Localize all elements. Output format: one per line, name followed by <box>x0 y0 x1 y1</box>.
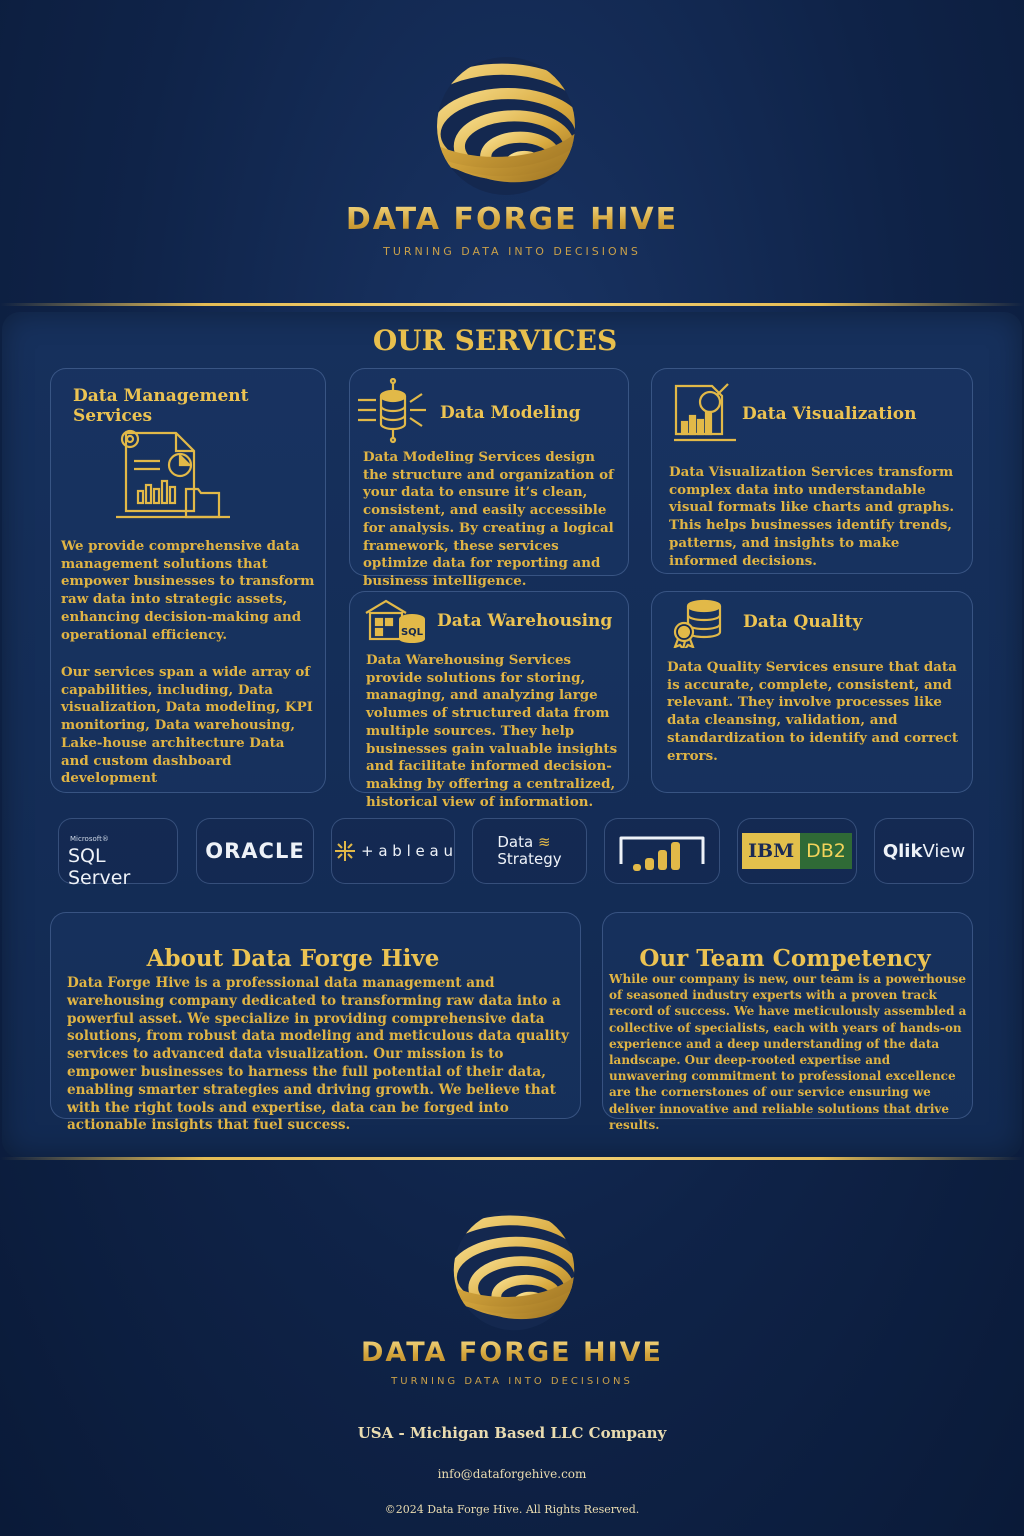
globe-logo-icon <box>435 55 577 197</box>
tableau-cross-icon <box>333 839 357 863</box>
gold-divider-top <box>0 303 1024 306</box>
power-bi-icon <box>615 828 709 874</box>
database-badge-icon <box>670 598 732 648</box>
footer-globe-logo-icon <box>452 1208 576 1332</box>
logo-power-bi <box>604 818 720 884</box>
logo-sql-server <box>58 818 178 889</box>
sql-server-microsoft-label: Microsoft® <box>70 835 109 843</box>
header <box>0 0 1024 300</box>
card-title-modeling: Data Modeling <box>440 403 581 423</box>
qlikview-label: View <box>922 840 966 862</box>
data-strategy-label-2: Strategy <box>497 850 562 868</box>
db2-label: DB2 <box>800 833 852 869</box>
footer-email-link[interactable]: info@dataforgehive.com <box>437 1467 587 1481</box>
data-strategy-label-1: Data <box>497 833 534 851</box>
card-title-visualization: Data Visualization <box>742 404 917 424</box>
ibm-label: IBM <box>742 833 800 869</box>
team-title: Our Team Competency <box>639 945 931 972</box>
chart-magnifier-icon <box>670 380 740 444</box>
logo-ibm-db2 <box>737 818 857 884</box>
card-text-management-2: Our services span a wide array of capabilities, including, Data visualization, Data modeling, KPI monitoring, Data warehousing, Lake-house architecture Data and custom dashboard development <box>61 664 313 787</box>
card-text-management-1: We provide comprehensive data management solutions that empower businesses to transform raw data into strategic assets, enhancing decision-making and operational efficiency. <box>61 538 315 643</box>
report-document-icon <box>112 423 232 523</box>
logo-oracle <box>196 818 314 884</box>
oracle-label: ORACLE <box>205 839 305 863</box>
tableau-label: + a b l e a u <box>361 842 453 860</box>
sql-server-label: SQL Server <box>68 845 131 889</box>
card-title-warehousing: Data Warehousing <box>437 611 613 631</box>
logo-qlikview <box>874 818 974 884</box>
about-text: Data Forge Hive is a professional data management and warehousing company dedicated to transforming raw data into a powerful asset. We specialize in providing comprehensive data solutions, from robust data modeling and meticulous data quality services to advanced data visualization. Our mission is to empower businesses to harness the full potential of their data, enabling smarter strategies and driving growth. We believe that with the right tools and expertise, data can be forged into actionable insights that fuel success. <box>67 975 569 1134</box>
brand-tagline: TURNING DATA INTO DECISIONS <box>383 245 641 258</box>
logo-tableau <box>331 818 455 884</box>
about-title: About Data Forge Hive <box>146 945 440 972</box>
database-network-icon <box>354 378 432 444</box>
gold-divider-bottom <box>0 1157 1024 1160</box>
qlik-label: Qlik <box>882 840 923 862</box>
footer-location: USA - Michigan Based LLC Company <box>357 1424 667 1442</box>
logo-data-strategy: Data ≋ Strategy <box>472 818 587 884</box>
footer-brand-tagline: TURNING DATA INTO DECISIONS <box>391 1376 633 1387</box>
card-text-quality: Data Quality Services ensure that data is accurate, complete, consistent, and relevant. They involve processes like data cleansing, validation, and standardization to identify and correct errors. <box>667 659 959 764</box>
card-text-visualization: Data Visualization Services transform complex data into understandable visual formats like charts and graphs. This helps businesses identify trends, patterns, and insights to make informed decisions. <box>669 464 955 569</box>
team-text: While our company is new, our team is a powerhouse of seasoned industry experts with a proven track record of success. We have meticulously assembled a collective of specialists, each with years of hands-on experience and a deep understanding of the data landscape. Our deep-rooted expertise and unwavering commitment to professional excellence are the cornerstones of our service ensuring we deliver innovative and reliable solutions that drive results. <box>609 972 967 1132</box>
card-title-quality: Data Quality <box>743 612 863 632</box>
footer-copyright: ©2024 Data Forge Hive. All Rights Reserved. <box>384 1503 640 1516</box>
footer-brand-name: DATA FORGE HIVE <box>0 1337 1024 1368</box>
card-text-warehousing: Data Warehousing Services provide solutions for storing, managing, and analyzing large volumes of structured data from multiple sources. They help businesses gain valuable insights and facilitate informed decision-making by offering a centralized, historical view of information. <box>366 652 618 810</box>
services-title: OUR SERVICES <box>372 324 618 357</box>
warehouse-sql-icon <box>364 597 428 643</box>
sql-icon-label: SQL <box>400 627 424 638</box>
card-text-modeling: Data Modeling Services design the structure and organization of your data to ensure it’s clean, consistent, and easily accessible for analysis. By creating a logical framework, these services optimize data for reporting and business intelligence. <box>363 449 614 589</box>
brand-name: DATA FORGE HIVE <box>0 202 1024 237</box>
card-title-management: Data Management Services <box>73 386 249 426</box>
